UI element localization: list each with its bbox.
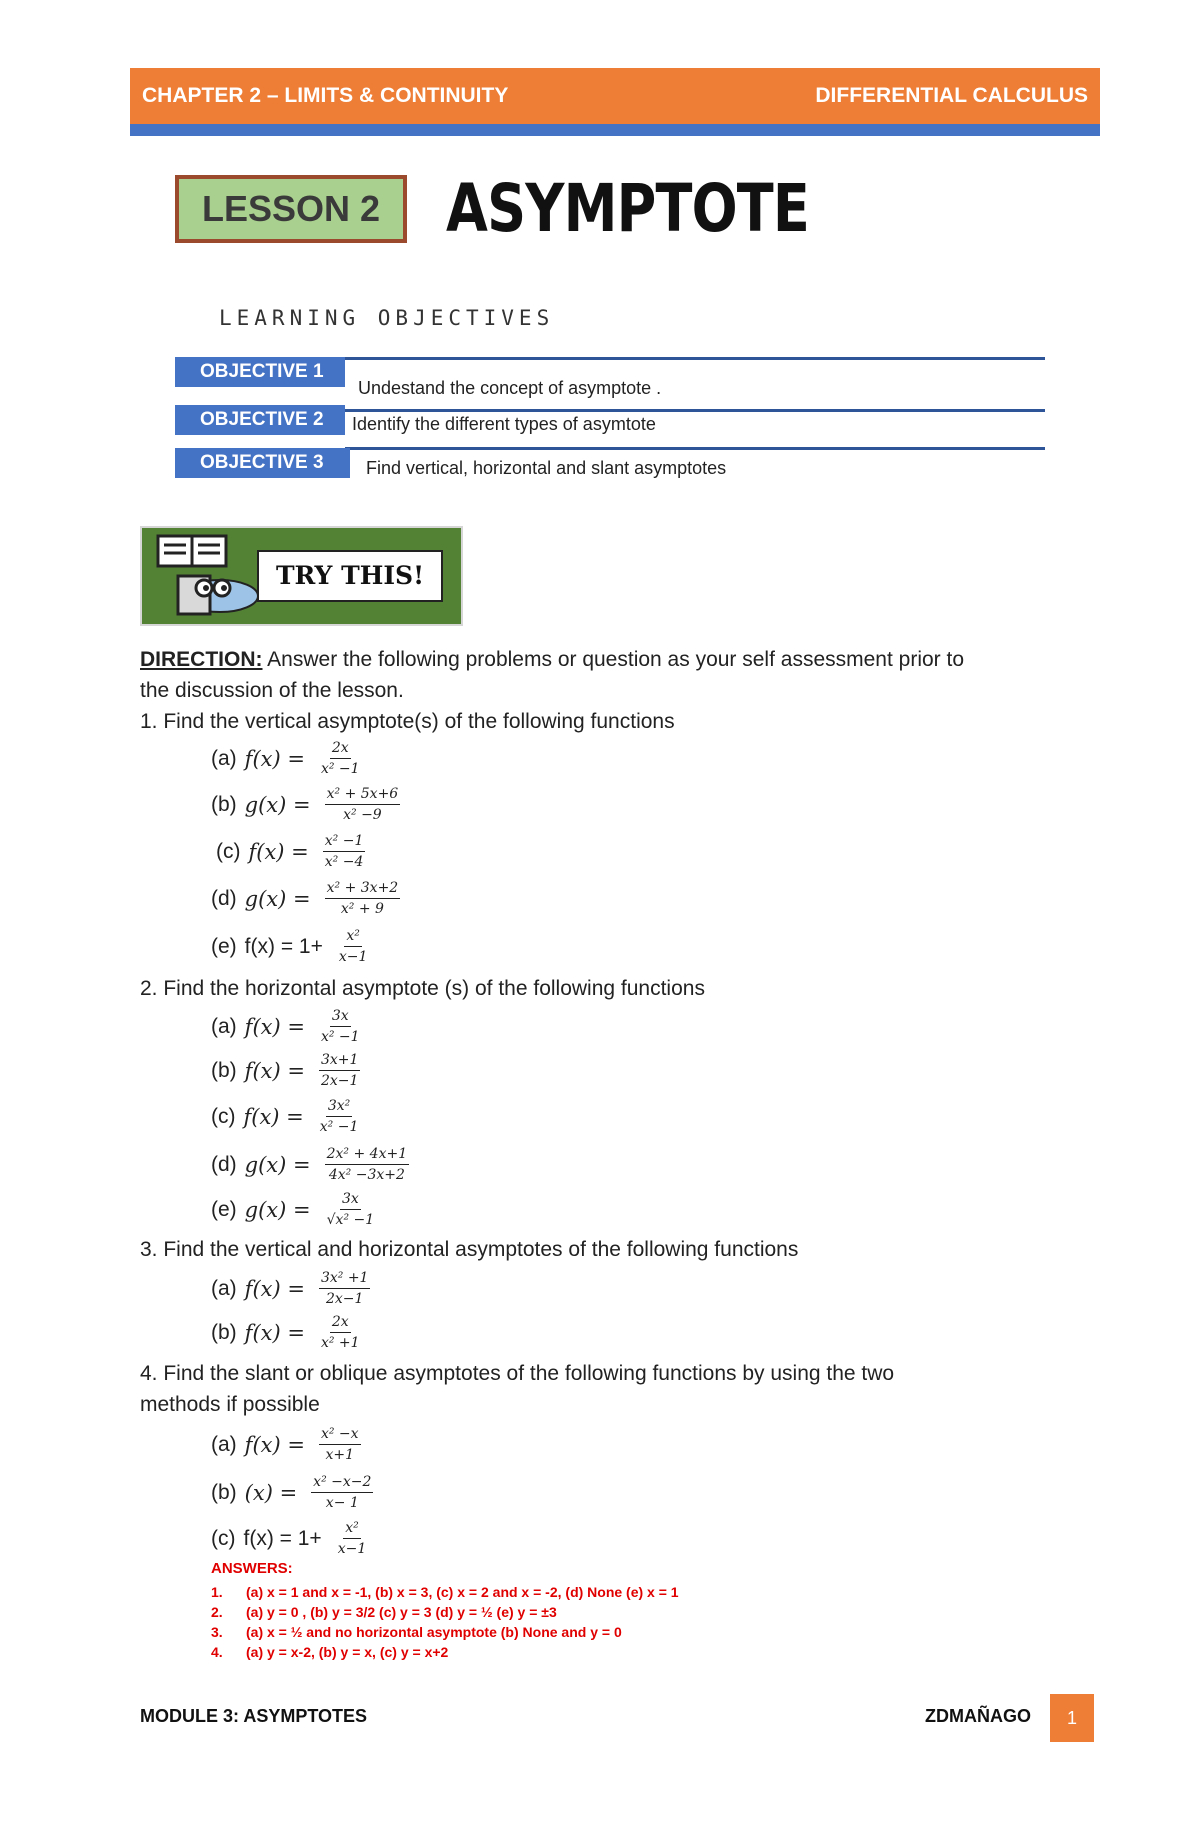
numerator: 3x+1 bbox=[319, 1052, 360, 1071]
q1-item-b bbox=[211, 786, 400, 823]
item-label: (b) bbox=[211, 1320, 237, 1344]
q2-item-e bbox=[211, 1191, 376, 1228]
direction-line-2: the discussion of the lesson. bbox=[140, 679, 404, 702]
q1-item-d bbox=[211, 880, 400, 917]
q3-item-b bbox=[211, 1314, 362, 1351]
q2-item-a bbox=[211, 1008, 362, 1045]
fraction bbox=[325, 1146, 410, 1183]
item-label: (c) bbox=[216, 839, 241, 863]
footer-author: ZDMAÑAGO bbox=[925, 1706, 1031, 1726]
item-label: (a) bbox=[211, 1014, 237, 1038]
q1-item-e bbox=[211, 928, 369, 965]
denominator: 4x² −3x+2 bbox=[328, 1167, 405, 1183]
function-name: g(x) = bbox=[244, 1197, 311, 1222]
objective-2-label: OBJECTIVE 2 bbox=[175, 405, 345, 435]
item-label: (d) bbox=[211, 886, 237, 910]
fraction bbox=[319, 1052, 360, 1089]
q2-item-d bbox=[211, 1146, 409, 1183]
denominator: 2x−1 bbox=[320, 1073, 359, 1089]
item-label: (a) bbox=[211, 1432, 237, 1456]
numerator: 2x bbox=[330, 740, 351, 759]
numerator: 3x² bbox=[326, 1098, 352, 1117]
item-label: (d) bbox=[211, 1152, 237, 1176]
function-name: f(x) = 1+ bbox=[244, 934, 323, 958]
answer-number: 1. bbox=[211, 1584, 223, 1600]
item-label: (a) bbox=[211, 1276, 237, 1300]
function-name: f(x) = bbox=[244, 1320, 305, 1345]
function-name: f(x) = bbox=[244, 1432, 305, 1457]
denominator: x−1 bbox=[337, 1541, 367, 1557]
denominator: x+1 bbox=[325, 1447, 355, 1463]
fraction bbox=[325, 786, 401, 823]
chapter-title: CHAPTER 2 – LIMITS & CONTINUITY bbox=[142, 84, 509, 107]
denominator: x² −1 bbox=[320, 1029, 360, 1045]
q4-item-b bbox=[211, 1474, 373, 1511]
q3-item-a bbox=[211, 1270, 370, 1307]
answer-number: 4. bbox=[211, 1644, 223, 1660]
question-3-prompt: 3. Find the vertical and horizontal asymptotes of the following functions bbox=[140, 1238, 799, 1261]
answer-number: 2. bbox=[211, 1604, 223, 1620]
function-name: f(x) = bbox=[244, 746, 305, 771]
direction-label: DIRECTION: bbox=[140, 648, 263, 671]
function-name: g(x) = bbox=[244, 886, 311, 911]
chapter-header bbox=[130, 68, 1100, 124]
reading-character-icon bbox=[150, 528, 270, 624]
item-label: (c) bbox=[211, 1104, 236, 1128]
fraction bbox=[318, 1098, 361, 1135]
q1-item-a bbox=[211, 740, 362, 777]
numerator: x² bbox=[343, 1520, 361, 1539]
question-1-prompt: 1. Find the vertical asymptote(s) of the following functions bbox=[140, 710, 675, 733]
denominator: x² −1 bbox=[319, 1119, 359, 1135]
numerator: 2x bbox=[330, 1314, 351, 1333]
fraction bbox=[319, 1008, 362, 1045]
function-name: (x) = bbox=[244, 1480, 298, 1505]
q1-item-c bbox=[216, 833, 365, 870]
function-name: f(x) = bbox=[243, 1104, 304, 1129]
denominator: x² +1 bbox=[320, 1335, 360, 1351]
objective-1-text: Undestand the concept of asymptote . bbox=[358, 378, 662, 398]
function-name: g(x) = bbox=[244, 792, 311, 817]
fraction bbox=[323, 833, 366, 870]
denominator: x− 1 bbox=[325, 1495, 359, 1511]
objective-1-label: OBJECTIVE 1 bbox=[175, 357, 345, 387]
direction-text: Answer the following problems or question as your self assessment prior to bbox=[262, 648, 965, 671]
denominator: x² + 9 bbox=[340, 901, 384, 917]
q2-item-b bbox=[211, 1052, 360, 1089]
q2-item-c bbox=[211, 1098, 360, 1135]
function-name: f(x) = bbox=[244, 1058, 305, 1083]
answer-4 bbox=[211, 1644, 448, 1660]
item-label: (b) bbox=[211, 792, 237, 816]
fraction bbox=[319, 1426, 361, 1463]
fraction bbox=[319, 740, 362, 777]
fraction bbox=[311, 1474, 373, 1511]
denominator: x² −4 bbox=[324, 854, 364, 870]
item-label: (c) bbox=[211, 1526, 236, 1550]
objective-2-text: Identify the different types of asymtote bbox=[352, 414, 656, 434]
fraction bbox=[319, 1270, 371, 1307]
question-2-prompt: 2. Find the horizontal asymptote (s) of the following functions bbox=[140, 977, 705, 1000]
answers-heading: ANSWERS: bbox=[211, 1560, 293, 1577]
learning-objectives-heading: LEARNING OBJECTIVES bbox=[219, 306, 555, 330]
function-name: f(x) = bbox=[248, 839, 309, 864]
direction-line-1 bbox=[140, 648, 964, 672]
answer-1 bbox=[211, 1584, 679, 1600]
numerator: x² bbox=[344, 928, 362, 947]
fraction bbox=[325, 1191, 377, 1228]
item-label: (e) bbox=[211, 1197, 237, 1221]
page-number: 1 bbox=[1050, 1694, 1094, 1742]
denominator: x−1 bbox=[338, 949, 368, 965]
function-name: f(x) = 1+ bbox=[243, 1526, 322, 1550]
numerator: x² + 5x+6 bbox=[325, 786, 401, 805]
objective-3-text: Find vertical, horizontal and slant asymptotes bbox=[366, 458, 727, 478]
objective-3-rule bbox=[345, 447, 1045, 450]
objective-1-rule bbox=[345, 357, 1045, 360]
answer-text: (a) x = ½ and no horizontal asymptote (b) None and y = 0 bbox=[246, 1624, 622, 1640]
denominator: √x² −1 bbox=[326, 1212, 375, 1228]
try-this-label: TRY THIS! bbox=[257, 550, 443, 602]
numerator: x² + 3x+2 bbox=[325, 880, 401, 899]
numerator: x² −1 bbox=[323, 833, 366, 852]
lesson-badge: LESSON 2 bbox=[175, 175, 407, 243]
fraction bbox=[325, 880, 401, 917]
header-divider bbox=[130, 124, 1100, 136]
subject-title: DIFFERENTIAL CALCULUS bbox=[815, 84, 1088, 107]
answer-text: (a) x = 1 and x = -1, (b) x = 3, (c) x = 2 and x = -2, (d) None (e) x = 1 bbox=[246, 1584, 679, 1600]
answer-2 bbox=[211, 1604, 557, 1620]
item-label: (e) bbox=[211, 934, 237, 958]
numerator: 3x² +1 bbox=[319, 1270, 371, 1289]
lesson-title: ASYMPTOTE bbox=[446, 170, 810, 247]
item-label: (a) bbox=[211, 746, 237, 770]
numerator: x² −x−2 bbox=[311, 1474, 373, 1493]
item-label: (b) bbox=[211, 1058, 237, 1082]
objective-3-label: OBJECTIVE 3 bbox=[175, 448, 350, 478]
fraction bbox=[336, 1520, 369, 1557]
item-label: (b) bbox=[211, 1480, 237, 1504]
answer-text: (a) y = x-2, (b) y = x, (c) y = x+2 bbox=[246, 1644, 449, 1660]
answer-3 bbox=[211, 1624, 622, 1640]
fraction bbox=[319, 1314, 362, 1351]
answer-number: 3. bbox=[211, 1624, 223, 1640]
q4-item-a bbox=[211, 1426, 361, 1463]
denominator: x² −9 bbox=[343, 807, 382, 823]
footer-module: MODULE 3: ASYMPTOTES bbox=[140, 1706, 368, 1726]
numerator: x² −x bbox=[319, 1426, 361, 1445]
denominator: x² −1 bbox=[320, 761, 360, 777]
numerator: 3x bbox=[330, 1008, 351, 1027]
question-4-prompt-cont: methods if possible bbox=[140, 1393, 320, 1416]
q4-item-c bbox=[211, 1520, 368, 1557]
question-4-prompt: 4. Find the slant or oblique asymptotes of the following functions by using the two bbox=[140, 1362, 895, 1385]
numerator: 3x bbox=[340, 1191, 361, 1210]
answer-text: (a) y = 0 , (b) y = 3/2 (c) y = 3 (d) y = ½ (e) y = ±3 bbox=[246, 1604, 557, 1620]
fraction bbox=[337, 928, 370, 965]
function-name: f(x) = bbox=[244, 1276, 305, 1301]
denominator: 2x−1 bbox=[325, 1291, 364, 1307]
objective-2-rule bbox=[345, 409, 1045, 412]
numerator: 2x² + 4x+1 bbox=[325, 1146, 410, 1165]
function-name: g(x) = bbox=[244, 1152, 311, 1177]
function-name: f(x) = bbox=[244, 1014, 305, 1039]
